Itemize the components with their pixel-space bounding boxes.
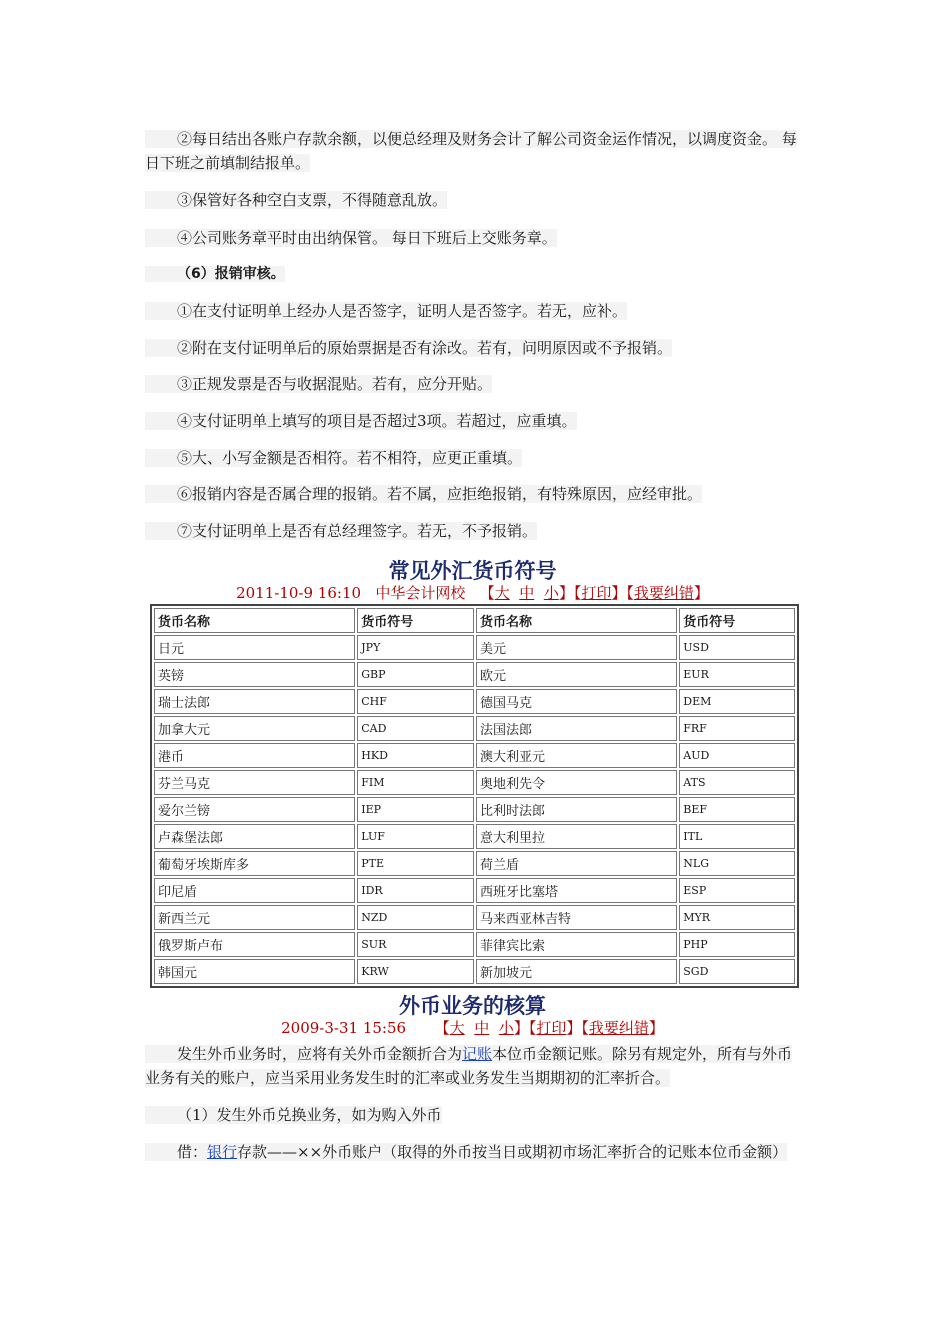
font-size-big-link[interactable]: 大: [449, 1019, 465, 1037]
article-title-currency-codes: 常见外汇货币符号: [388, 559, 557, 583]
currency-name-cell: 俄罗斯卢布: [154, 932, 355, 957]
table-row: [154, 851, 795, 876]
audit-text: ⑥报销内容是否属合理的报销。若不属，应拒绝报销，有特殊原因，应经审批。: [177, 485, 703, 503]
paragraph-text: ④公司账务章平时由出纳保管。 每日下班后上交账务章。: [177, 229, 557, 247]
font-size-mid-link[interactable]: 中: [474, 1019, 490, 1037]
currency-code-cell: HKD: [357, 743, 474, 768]
audit-text: ④支付证明单上填写的项目是否超过3项。若超过，应重填。: [177, 412, 577, 430]
heading-text: （6）报销审核。: [177, 266, 285, 282]
currency-code-cell: CAD: [357, 716, 474, 741]
currency-name-cell: 奥地利先令: [476, 770, 677, 795]
currency-name-cell: 爱尔兰镑: [154, 797, 355, 822]
currency-table-body: [154, 608, 795, 984]
article-source: 中华会计网校: [375, 584, 466, 602]
audit-text: ⑦支付证明单上是否有总经理签字。若无，不予报销。: [177, 522, 538, 540]
header-cell: 货币名称: [476, 608, 677, 633]
currency-name-cell: 菲律宾比索: [476, 932, 677, 957]
paragraph-text: （1）发生外币兑换业务，如为购入外币: [177, 1106, 442, 1124]
paragraph-daily-balance: [145, 127, 800, 175]
audit-item-5: [145, 446, 800, 470]
paragraph-text: 存款——××外币账户（取得的外币按当日或期初市场汇率折合的记账本位币金额）: [237, 1143, 788, 1161]
print-link[interactable]: 打印: [581, 584, 612, 602]
currency-code-cell: KRW: [357, 959, 474, 984]
article-date: 2009-3-31 15:56: [281, 1019, 407, 1037]
currency-name-cell: 葡萄牙埃斯库多: [154, 851, 355, 876]
currency-code-cell: PTE: [357, 851, 474, 876]
currency-code-cell: JPY: [357, 635, 474, 660]
currency-code-cell: IDR: [357, 878, 474, 903]
paragraph-blank-checks: [145, 188, 800, 212]
currency-code-cell: BEF: [679, 797, 795, 822]
paragraph-text: 借：: [177, 1143, 208, 1161]
audit-text: ③正规发票是否与收据混贴。若有，应分开贴。: [177, 375, 493, 393]
report-error-link[interactable]: 我要纠错: [633, 584, 694, 602]
paragraph-exchange: [145, 1103, 800, 1127]
currency-name-cell: 新加坡元: [476, 959, 677, 984]
table-row: [154, 824, 795, 849]
paragraph-debit-entry: [145, 1140, 800, 1164]
paragraph-text: 发生外币业务时，应将有关外币金额折合为: [177, 1045, 463, 1063]
currency-name-cell: 卢森堡法郎: [154, 824, 355, 849]
currency-code-cell: FRF: [679, 716, 795, 741]
article-title-foreign-currency: 外币业务的核算: [399, 994, 546, 1018]
paragraph-text: ②每日结出各账户存款余额，以便总经理及财务会计了解公司资金运作情况，以调度资金。 每日下班之前填制结报单。: [145, 130, 797, 172]
currency-name-cell: 加拿大元: [154, 716, 355, 741]
audit-text: ②附在支付证明单后的原始票据是否有涂改。若有，问明原因或不予报销。: [177, 339, 673, 357]
audit-item-2: [145, 336, 800, 360]
table-row: [154, 716, 795, 741]
currency-name-cell: 德国马克: [476, 689, 677, 714]
table-row: [154, 770, 795, 795]
currency-code-cell: LUF: [357, 824, 474, 849]
currency-code-cell: GBP: [357, 662, 474, 687]
table-row: [154, 932, 795, 957]
font-size-small-link[interactable]: 小: [543, 584, 559, 602]
currency-name-cell: 比利时法郎: [476, 797, 677, 822]
currency-code-cell: SUR: [357, 932, 474, 957]
currency-code-cell: MYR: [679, 905, 795, 930]
section-heading-audit: [145, 262, 800, 286]
currency-name-cell: 英镑: [154, 662, 355, 687]
audit-item-1: [145, 299, 800, 323]
article-meta-2: 2009-3-31 15:56 【大 中 小】【打印】【我要纠错】: [281, 1019, 664, 1037]
bank-link[interactable]: 银行: [207, 1143, 238, 1161]
currency-code-cell: SGD: [679, 959, 795, 984]
currency-code-cell: EUR: [679, 662, 795, 687]
font-size-small-link[interactable]: 小: [498, 1019, 514, 1037]
font-size-big-link[interactable]: 大: [494, 584, 510, 602]
font-size-mid-link[interactable]: 中: [519, 584, 535, 602]
currency-name-cell: 瑞士法郎: [154, 689, 355, 714]
paragraph-account-seal: [145, 226, 800, 250]
audit-text: ①在支付证明单上经办人是否签字，证明人是否签字。若无，应补。: [177, 302, 628, 320]
table-row: [154, 905, 795, 930]
currency-name-cell: 荷兰盾: [476, 851, 677, 876]
currency-name-cell: 韩国元: [154, 959, 355, 984]
currency-code-cell: AUD: [679, 743, 795, 768]
currency-name-cell: 西班牙比塞塔: [476, 878, 677, 903]
header-cell: 货币符号: [679, 608, 795, 633]
table-row: [154, 635, 795, 660]
paragraph-text: ③保管好各种空白支票，不得随意乱放。: [177, 191, 448, 209]
currency-name-cell: 意大利里拉: [476, 824, 677, 849]
audit-item-4: [145, 409, 800, 433]
currency-name-cell: 法国法郎: [476, 716, 677, 741]
currency-code-cell: ATS: [679, 770, 795, 795]
paragraph-text: 本位币金额记账。除另有规定外，所有与外币业务有关的账户，应当采用业务发生时的汇率或业务发生当期期初的汇率折合。: [145, 1045, 793, 1087]
table-row: [154, 959, 795, 984]
table-row: [154, 743, 795, 768]
article-meta-1: 2011-10-9 16:10 中华会计网校 【大 中 小】【打印】【我要纠错】: [236, 584, 709, 602]
currency-name-cell: 新西兰元: [154, 905, 355, 930]
article-date: 2011-10-9 16:10: [236, 584, 362, 602]
currency-code-cell: PHP: [679, 932, 795, 957]
header-cell: 货币名称: [154, 608, 355, 633]
audit-item-7: [145, 519, 800, 543]
print-link[interactable]: 打印: [536, 1019, 567, 1037]
currency-code-cell: ESP: [679, 878, 795, 903]
currency-code-cell: NZD: [357, 905, 474, 930]
currency-name-cell: 芬兰马克: [154, 770, 355, 795]
table-row: [154, 878, 795, 903]
currency-name-cell: 港币: [154, 743, 355, 768]
currency-name-cell: 欧元: [476, 662, 677, 687]
currency-code-cell: ITL: [679, 824, 795, 849]
header-cell: 货币符号: [357, 608, 474, 633]
table-row: [154, 797, 795, 822]
currency-name-cell: 澳大利亚元: [476, 743, 677, 768]
currency-name-cell: 马来西亚林吉特: [476, 905, 677, 930]
table-row: [154, 689, 795, 714]
currency-name-cell: 美元: [476, 635, 677, 660]
currency-code-cell: NLG: [679, 851, 795, 876]
audit-item-3: [145, 372, 800, 396]
audit-item-6: [145, 482, 800, 506]
bookkeeping-link[interactable]: 记账: [462, 1045, 493, 1063]
table-row: [154, 662, 795, 687]
currency-code-cell: USD: [679, 635, 795, 660]
paragraph-foreign-currency-intro: [145, 1042, 800, 1090]
currency-code-cell: IEP: [357, 797, 474, 822]
currency-code-cell: DEM: [679, 689, 795, 714]
currency-name-cell: 日元: [154, 635, 355, 660]
currency-code-cell: FIM: [357, 770, 474, 795]
table-header-row: [154, 608, 795, 633]
currency-code-cell: CHF: [357, 689, 474, 714]
currency-code-table: [150, 604, 799, 988]
currency-name-cell: 印尼盾: [154, 878, 355, 903]
report-error-link[interactable]: 我要纠错: [588, 1019, 649, 1037]
audit-text: ⑤大、小写金额是否相符。若不相符，应更正重填。: [177, 449, 523, 467]
